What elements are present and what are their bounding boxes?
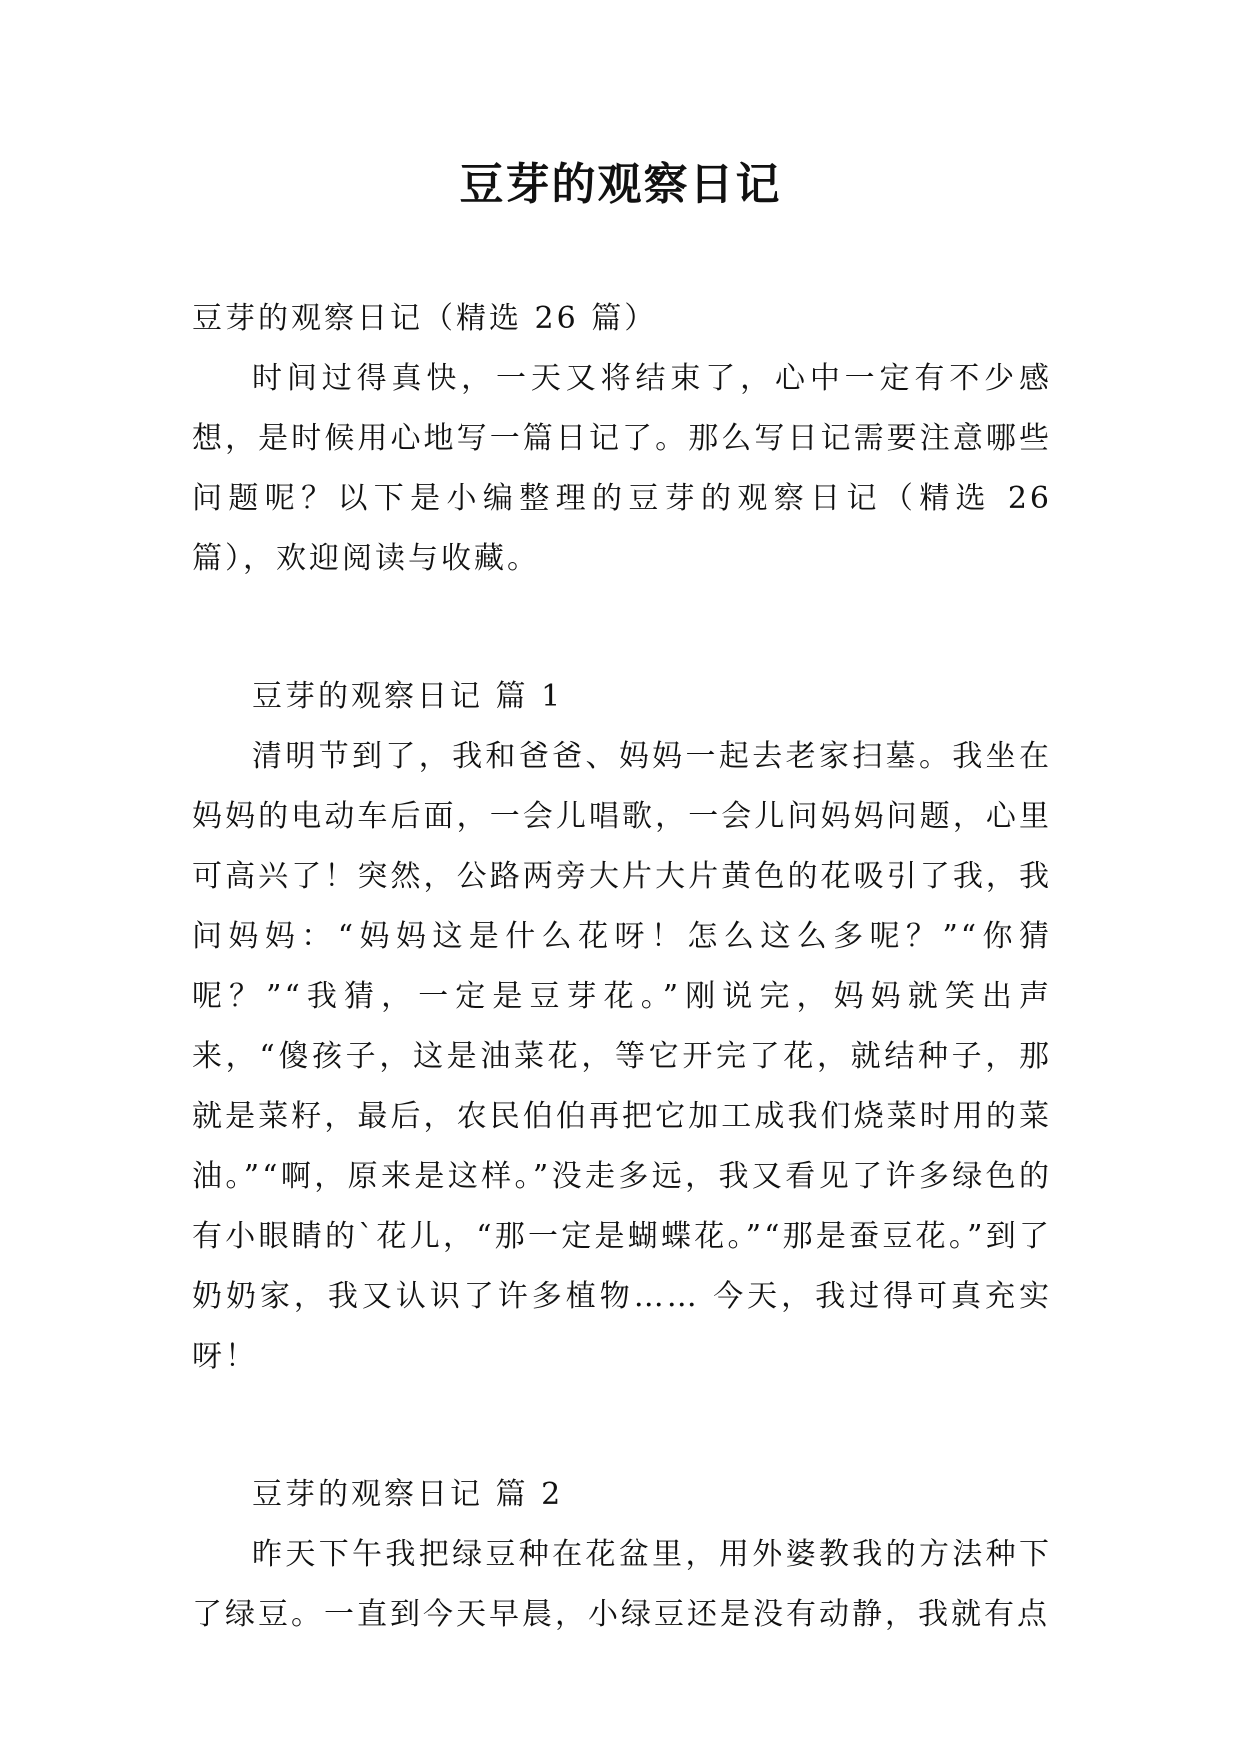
document-title: 豆芽的观察日记 (459, 159, 782, 210)
document-body (192, 289, 1052, 1645)
intro-paragraph: 时间过得真快，一天又将结束了，心中一定有不少感想，是时候用心地写一篇日记了。那么写日记需要注意哪些问题呢？以下是小编整理的豆芽的观察日记（精选 26 篇），欢迎阅读与收藏。 (192, 361, 1052, 576)
section-2-paragraph: 昨天下午我把绿豆种在花盆里，用外婆教我的方法种下了绿豆。一直到今天早晨，小绿豆还是没有动静，我就有点 (192, 1537, 1052, 1632)
section-1-heading: 豆芽的观察日记 篇 1 (252, 679, 564, 714)
section-spacer (192, 589, 1052, 667)
section-1-paragraph: 清明节到了，我和爸爸、妈妈一起去老家扫墓。我坐在妈妈的电动车后面，一会儿唱歌，一会儿问妈妈问题，心里可高兴了！突然，公路两旁大片大片黄色的花吸引了我，我问妈妈：“妈妈这是什么花呀！怎么这么多呢？”“你猜呢？”“我猜，一定是豆芽花。”刚说完，妈妈就笑出声来，“傻孩子，这是油菜花，等它开完了花，就结种子，那就是菜籽，最后，农民伯伯再把它加工成我们烧菜时用的菜油。”“啊，原来是这样。”没走多远，我又看见了许多绿色的有小眼睛的`花儿，“那一定是蝴蝶花。”“那是蚕豆花。”到了奶奶家，我又认识了许多植物…… 今天，我过得可真充实呀！ (192, 739, 1052, 1374)
section-spacer (192, 1387, 1052, 1465)
document-subtitle: 豆芽的观察日记（精选 26 篇） (192, 301, 658, 336)
section-2-heading: 豆芽的观察日记 篇 2 (252, 1477, 564, 1512)
